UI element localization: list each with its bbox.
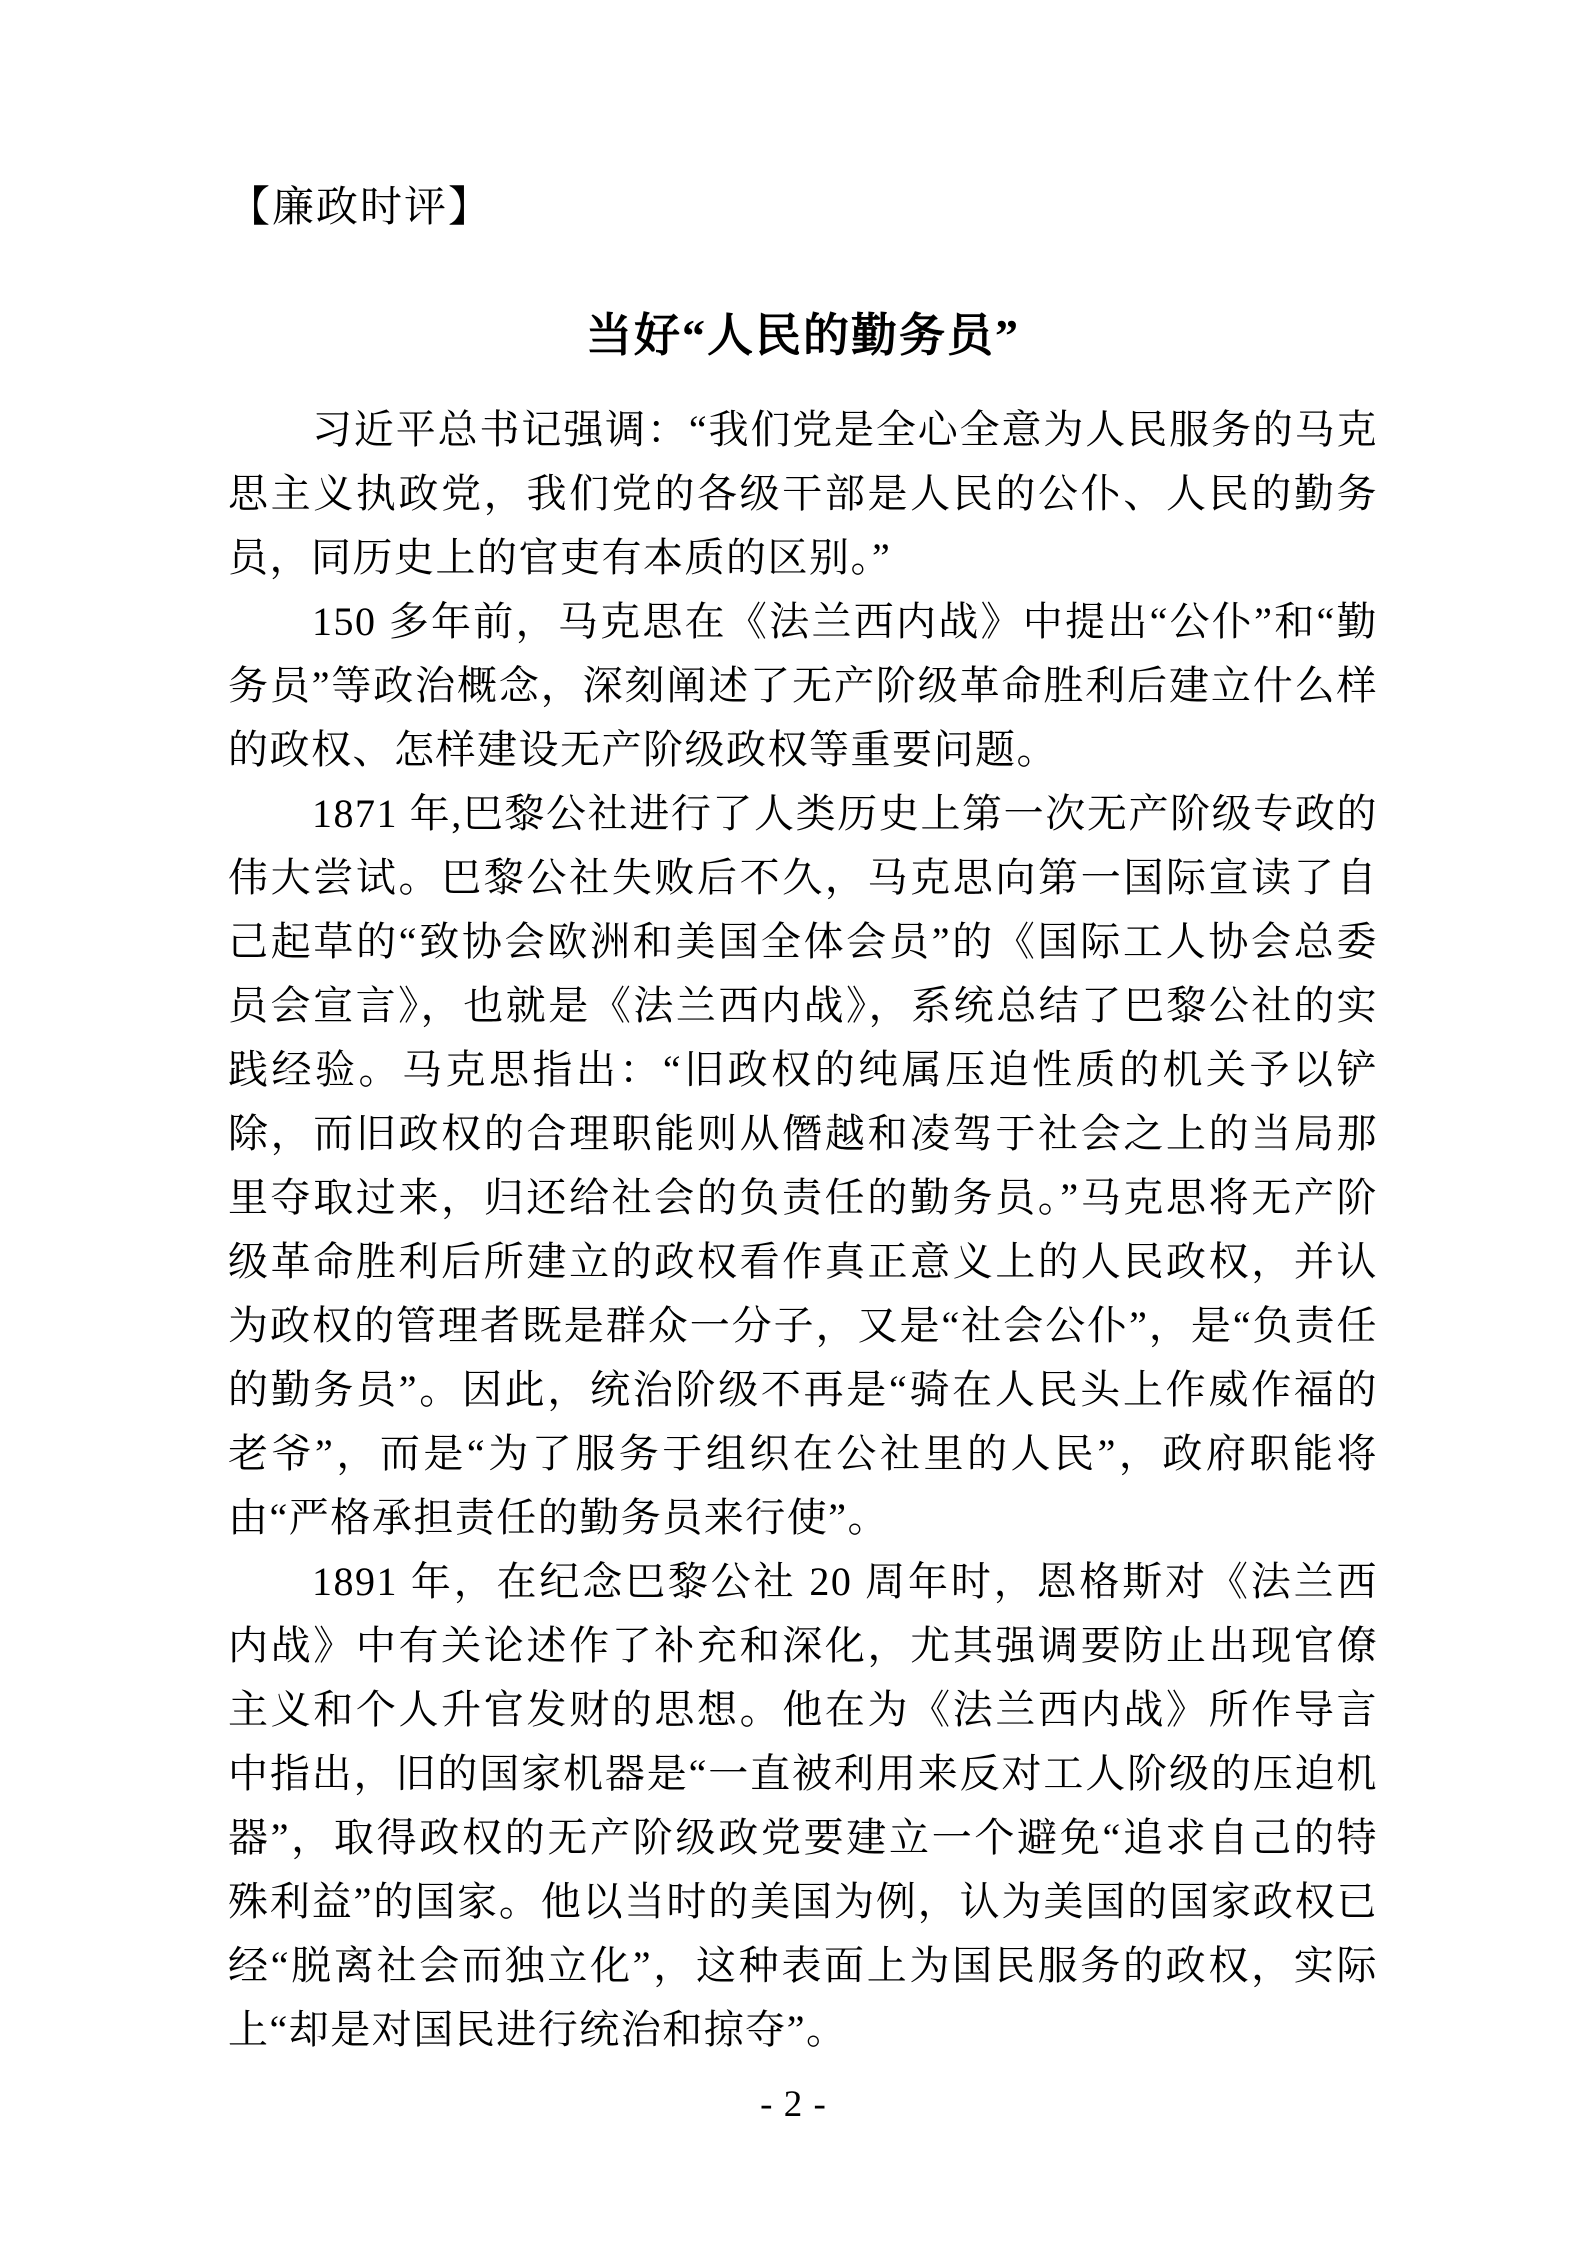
paragraph-1: 习近平总书记强调：“我们党是全心全意为人民服务的马克思主义执政党，我们党的各级干部是人民的公仆、人民的勤务员，同历史上的官吏有本质的区别。”: [228, 407, 1378, 580]
paragraph-4: 1891 年，在纪念巴黎公社 20 周年时，恩格斯对《法兰西内战》中有关论述作了补充和深化，尤其强调要防止出现官僚主义和个人升官发财的思想。他在为《法兰西内战》所作导言中指出，旧的国家机器是“一直被利用来反对工人阶级的压迫机器”，取得政权的无产阶级政党要建立一个避免“追求自己的特殊利益”的国家。他以当时的美国为例，认为美国的国家政权已经“脱离社会而独立化”，这种表面上为国民服务的政权，实际上“却是对国民进行统治和掠夺”。: [228, 1559, 1378, 2052]
article-body: [228, 398, 1378, 2062]
category-label: 【廉政时评】: [228, 185, 493, 231]
paragraph-2: 150 多年前，马克思在《法兰西内战》中提出“公仆”和“勤务员”等政治概念，深刻阐述了无产阶级革命胜利后建立什么样的政权、怎样建设无产阶级政权等重要问题。: [228, 599, 1378, 772]
page-title: 当好“人民的勤务员”: [586, 310, 1020, 361]
paragraph-3: 1871 年,巴黎公社进行了人类历史上第一次无产阶级专政的伟大尝试。巴黎公社失败后不久，马克思向第一国际宣读了自己起草的“致协会欧洲和美国全体会员”的《国际工人协会总委员会宣言》，也就是《法兰西内战》，系统总结了巴黎公社的实践经验。马克思指出：“旧政权的纯属压迫性质的机关予以铲除，而旧政权的合理职能则从僭越和凌驾于社会之上的当局那里夺取过来，归还给社会的负责任的勤务员。”马克思将无产阶级革命胜利后所建立的政权看作真正意义上的人民政权，并认为政权的管理者既是群众一分子，又是“社会公仆”，是“负责任的勤务员”。因此，统治阶级不再是“骑在人民头上作威作福的老爷”，而是“为了服务于组织在公社里的人民”，政府职能将由“严格承担责任的勤务员来行使”。: [228, 791, 1378, 1540]
page-number: - 2 -: [760, 2084, 827, 2125]
